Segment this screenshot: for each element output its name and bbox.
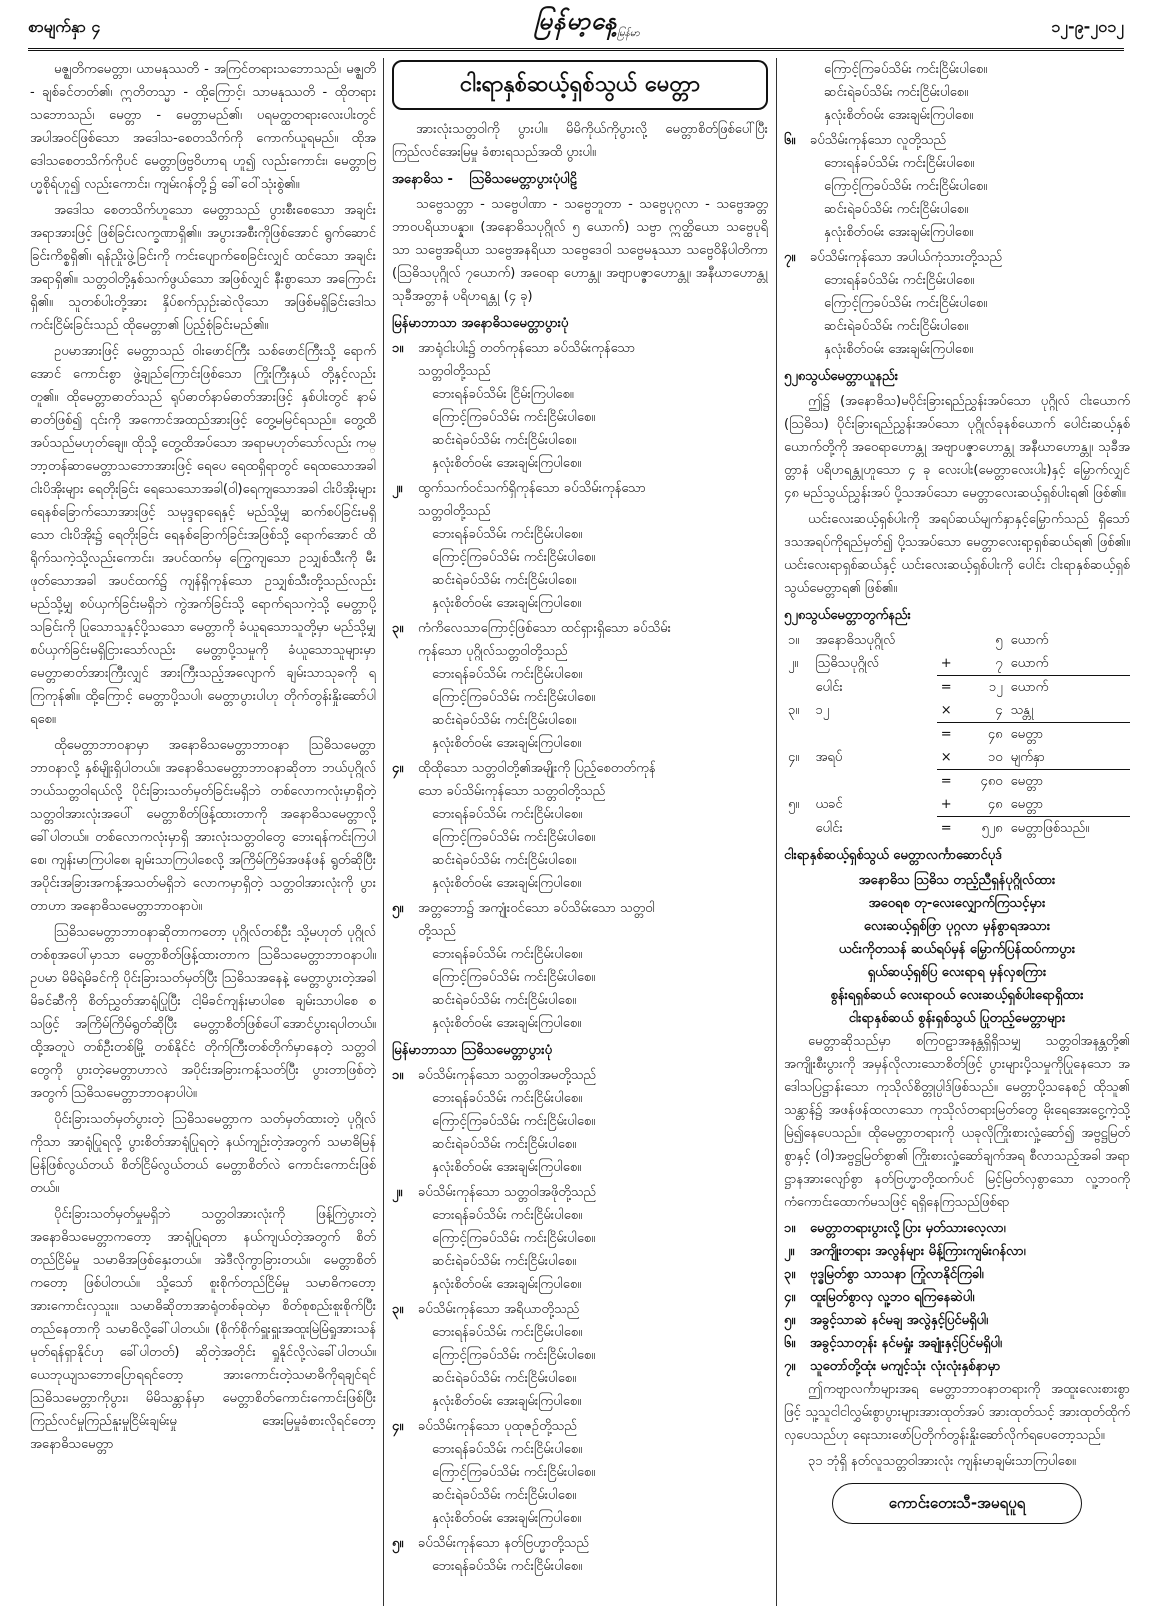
verse-number: ၇။	[784, 250, 796, 265]
verse-line: နှလုံးစိတ်ဝမ်း အေးချမ်းကြပါစေ။	[432, 1277, 582, 1292]
calc-operator: =	[937, 723, 964, 747]
verse-subject: သတ္တဝါတို့သည်	[418, 364, 491, 379]
calc-value: ၄၈	[987, 797, 1003, 812]
verse-line: နှလုံးစိတ်ဝမ်း အေးချမ်းကြပါစေ။	[432, 876, 582, 891]
verse	[784, 246, 1130, 361]
verse-line: ကြောင့်ကြခပ်သိမ်း ကင်းငြိမ်းပါစေ။	[432, 830, 596, 845]
calc-row	[784, 770, 1130, 794]
benefit-number: ၆။	[784, 1336, 796, 1351]
calc-operator: +	[940, 797, 952, 812]
paragraph: အဒေါသ စေတသိက်ဟူသော မေတ္တာသည် ပွားစီးစေသော အချင်းအရာအားဖြင့် ဖြစ်ခြင်းလက္ခဏာရှိ၏။ အပွားအစီးကိုဖြစ်အောင် ရွက်ဆောင်ခြင်းကိစ္စရှိ၏၊ ရန်ညှိုးဖွဲ့ခြင်းကို ကင်းပျောက်စေခြင်းလျှင် ထင်သော အချင်းအရာရှိ၏။ သတ္တဝါတို့နှစ်သက်ဖွယ်သော အဖြစ်လျှင် နီးစွာသော အကြောင်းရှိ၏။ သူတစ်ပါးတို့အား နှိပ်စက်ညှဉ်းဆဲလိုသော အဖြစ်မရှိခြင်းဒေါသကင်းငြိမ်းခြင်းသည် ထိုမေတ္တာ၏ ပြည့်စုံခြင်းမည်၏။	[30, 203, 376, 333]
calc-operator: ×	[940, 703, 952, 718]
verse-subject-line	[392, 617, 768, 640]
verse-subject: အာရုံငါးပါး၌ တတ်ကုန်သော ခပ်သိမ်းကုန်သော	[418, 341, 636, 356]
benefit-list	[784, 1217, 1130, 1378]
calc-num: ၃။	[788, 703, 800, 719]
verse-subject-line	[392, 500, 768, 523]
verse-subject-line	[784, 246, 1130, 269]
paragraph: ပိုင်းခြားသတ်မှတ်မှုမရှိဘဲ သတ္တဝါအားလုံးကို ဖြန့်ကြဲပွားတဲ့ အနောဓိသမေတ္တာကတော့ အာရုံပြုရတာ နယ်ကျယ်တဲ့အတွက် စိတ်တည်ငြိမ်မှု သမာဓိအဖြစ်နှေးတယ်။ အဲဒီလိုကွာခြားတယ်။ မေတ္တာစိတ်ကတော့ ဖြစ်ပါတယ်။ သို့သော် စူးစိုက်တည်ငြိမ်မှု သမာဓိကတော့ အားကောင်းလှသူး။ သမာဓိဆိုတာအာရုံတစ်ခုထဲမှာ စိတ်စုစည်းစူးစိုက်ပြီးတည်နေတာကို သမာဓိလို့ခေါ်ပါတယ်။ (စိုက်စိုက်ရှူးရှူးအထူးမြဲမြံရှုအားသန် မုတ်ရန်ရှာနိုင်ဟု ခေါ်ပါတတ်) ဆိုတဲ့အတိုင်း ရှုနိုင်လို့လဲခေါ်ပါတယ်။ ယေဘုယျသဘောပြောရရင်တော့ အားကောင်းတဲ့သမာဓိကိုရချင်ရင် ဩဓိသမေတ္တာကိုပွား၊ မိမိသန္တာန်မှာ မေတ္တာစိတ်ကောင်းကောင်းဖြစ်ပြီး ကြည်လင်မှုကြည်နူးမှုငြိမ်းချမ်းမှု အေးမြမှုခံစားလိုရင်တော့ အနောဓိသမေတ္တာ	[30, 1207, 376, 1452]
verse-line: ကြောင့်ကြခပ်သိမ်း ကင်းငြိမ်းပါစေ။	[432, 1348, 596, 1363]
calc-unit: မေတ္တာ	[1007, 723, 1130, 747]
odhisa-heading: မြန်မာဘာသာ ဩဓိသမေတ္တာပွားပုံ	[392, 1043, 553, 1058]
issue-date: ၁၂-၉-၂၀၁၂	[1051, 17, 1124, 36]
paragraph: မေတ္တာဆိုသည်မှာ စကြဝဠာအနန္တရှိရှိသမျှ သတ္တဝါအနန္တတို့၏ အကျိုးစီးပွားကို အမှန်လိုလားသောစိတ်ဖြင့် ပွားများပို့သမှုကိုပြုနေသော အဒေါသပြဋ္ဌာန်းသော ကုသိုလ်စိတ္တုပ္ပါဒ်ဖြစ်သည်။ မေတ္တာပို့သနေစဉ် ထိုသူ၏ သန္တာန်၌ အဖန်ဖန်ထလာသော ကုသိုလ်တရားမြတ်တွေ မိုးရေအေးငွေ့ကဲ့သို့ မြဲ၍နေပေသည်။ ထိုမေတ္တာတရားကို ယခုလိုကြိုးစားလှုံ့ဆော်၍ အဗ္ဗဋ္ဌမြတ်စွာနှင့် (ဝါ)အဗ္ဗဋ္ဌမြတ်စွာ၏ ကြိုးစားလှုံ့ဆော်ချက်အရ စီလာသည့်အခါ အရာဋ္ဌာနအားလျော်စွာ နတ်ဗြဟ္မာတို့ထက်ပင် မြင့်မြတ်လှစွာသော လူ့ဘဝကို ကံကောင်းထောက်မသဖြင့် ရရှိနေကြသည်ဖြစ်ရာ	[784, 1034, 1130, 1210]
verse-subject-line	[392, 1298, 768, 1321]
benefit-text: အခွင့်သာဆဲ နင်မချ အလွဲနှင့်ပြင်မရှိပါ၊	[810, 1313, 989, 1328]
poem	[784, 869, 1130, 1030]
verse-line: နှလုံးစိတ်ဝမ်း အေးချမ်းကြပါစေ။	[824, 108, 974, 123]
poem-line: လေးဆယ့်ရှစ်ဖြာ ပုဂ္ဂလာ မှန်စွာရအသား	[863, 919, 1051, 934]
calc-label	[811, 770, 936, 794]
calc-value: ၅၂၈	[964, 817, 1007, 841]
benefit-text: သူတော်တို့ထုံး မကျင့်သုံး လုံးလုံးနှစ်နာမှာ	[810, 1359, 1001, 1374]
calc-operator: ×	[940, 750, 952, 765]
benefit-number: ၁။	[784, 1221, 796, 1236]
calc-value: ၁၀	[987, 750, 1003, 765]
poem-line: ရှယ်ဆယ့်ရှစ်ပြ လေးရာရ မှန်လှစကြား	[867, 965, 1047, 980]
verse-subject-line	[392, 1064, 768, 1087]
paragraph: ယင်းလေးဆယ့်ရှစ်ပါးကို အရပ်ဆယ်မျက်နှာနှင့်မြှောက်သည် ရှိသော် ဒသအရပ်ကိုရည်မှတ်၍ ပို့သအပ်သော မေတ္တာလေးရာ့ရှစ်ဆယ်ရ၏ ဖြစ်၏။ ယင်းလေးရာရှစ်ဆယ်နှင့် ယင်းလေးဆယ့်ရှစ်ပါးကို ပေါင်း ငါးရာနှစ်ဆယ့်ရှစ်သွယ်မေတ္တာရ၏ ဖြစ်၏။	[784, 512, 1130, 596]
calc-unit: သန္တု	[1010, 703, 1034, 718]
calc-unit: မေတ္တာ	[1010, 797, 1044, 812]
benefit-text: ဗုဒ္ဓမြတ်စွာ သာသနာ ကြုံလာနိုင်ကြခါ၊	[810, 1267, 984, 1282]
anodhisa-heading: မြန်မာဘာသာ အနောဓိသမေတ္တာပွားပုံ	[392, 316, 569, 331]
verse-subject: ကုန်သော ပုဂ္ဂိုလ်သတ္တဝါတို့သည်	[418, 644, 568, 659]
verse-number: ၄။	[392, 1419, 404, 1434]
benefit-item	[784, 1332, 1130, 1355]
calc-row	[784, 746, 1130, 770]
verse-subject: တို့သည်	[418, 924, 456, 939]
calc-label: ၁၂	[815, 703, 830, 719]
verse-line: ကြောင့်ကြခပ်သိမ်း ကင်းငြိမ်းပါစေ။	[432, 410, 596, 425]
calc-value: ၅	[995, 633, 1003, 648]
column-2	[392, 58, 768, 1606]
calc-unit: ယောက်	[1007, 676, 1130, 700]
calc-unit: မေတ္တာ	[1007, 770, 1130, 794]
calc-label: ပေါင်း	[815, 679, 843, 695]
verse-continuation	[784, 58, 1130, 127]
verse-subject: ကံကိလေသာကြောင့်ဖြစ်သော ထင်ရှားရှိသော ခပ်သိမ်း	[418, 621, 671, 636]
poem-heading: ငါးရာနှစ်ဆယ့်ရှစ်သွယ် မေတ္တာလင်္ကာဆောင်ပုဒ်	[784, 848, 1002, 863]
verse-subject: ထွက်သက်ဝင်သက်ရှိကုန်သော ခပ်သိမ်းကုန်သော	[418, 481, 646, 496]
verse-subject: ခပ်သိမ်းကုန်သော သတ္တဝါအမတို့သည်	[418, 1068, 596, 1083]
verse-subject: သတ္တဝါတို့သည်	[418, 504, 491, 519]
calc-value: ၄၈	[964, 723, 1007, 747]
verse-line: ဆင်းရဲခပ်သိမ်း ကင်းငြိမ်းပါစေ။	[432, 573, 577, 588]
verse-number	[392, 500, 418, 523]
calc-row	[784, 793, 1130, 817]
calc-label: ယခင်	[815, 797, 843, 813]
verse-number: ၁။	[392, 341, 404, 356]
verse-line: ဆင်းရဲခပ်သိမ်း ကင်းငြိမ်းပါစေ။	[432, 1137, 577, 1152]
poem-line: ယင်းကိုတသန် ဆယ်ရပ်မှန် မြှောက်ပြန်ထပ်ကာပွား	[838, 942, 1076, 957]
anodhisa-verses	[392, 337, 768, 1035]
verse-number	[392, 360, 418, 383]
verse	[392, 1298, 768, 1413]
benefit-number: ၃။	[784, 1267, 796, 1282]
calc-unit: မေတ္တာဖြစ်သည်။	[1007, 817, 1130, 841]
verse-line: နှလုံးစိတ်ဝမ်း အေးချမ်းကြပါစေ။	[432, 596, 582, 611]
verse-subject-line	[392, 1532, 768, 1555]
poem-line: စွန်းရရှစ်ဆယ် လေးရာဝယ် လေးဆယ့်ရှစ်ပါးရောရှိထား	[830, 988, 1084, 1003]
verse-subject-line	[392, 920, 768, 943]
verse-subject: ခပ်သိမ်းကုန်သော ပုထုဇဉ်တို့သည်	[418, 1419, 577, 1434]
author-byline: ကောင်းတေးသီ-အမရပူရ	[832, 1483, 1082, 1524]
verse-line: နှလုံးစိတ်ဝမ်း အေးချမ်းကြပါစေ။	[432, 736, 582, 751]
odhisa-verses-cont	[784, 129, 1130, 361]
verse-line: ကြောင့်ကြခပ်သိမ်း ကင်းငြိမ်းပါစေ။	[824, 179, 988, 194]
verse-number	[392, 640, 418, 663]
calc-row	[784, 817, 1130, 841]
verse-line: ဆင်းရဲခပ်သိမ်း ကင်းငြိမ်းပါစေ။	[824, 85, 969, 100]
verse	[392, 757, 768, 895]
benefit-text: အခွင့်သာတုန်း နင်မရှုံး အချုံးနှင့်ပြင်မရှိပါ၊	[810, 1336, 1003, 1351]
masthead-sub: မြန်မာ	[617, 28, 640, 39]
calc-unit: မျက်နှာ	[1010, 750, 1045, 765]
benefit-number: ၅။	[784, 1313, 796, 1328]
verse-line: နှလုံးစိတ်ဝမ်း အေးချမ်းကြပါစေ။	[824, 342, 974, 357]
verse-number: ၆။	[784, 133, 796, 148]
verse-number: ၃။	[392, 621, 404, 636]
masthead	[534, 7, 640, 39]
verse-line: ကြောင့်ကြခပ်သိမ်း ကင်းငြိမ်းပါစေ။	[824, 62, 988, 77]
verse-number: ၅။	[392, 1536, 404, 1551]
verse-subject: ခပ်သိမ်းကုန်သော လူတို့သည်	[810, 133, 947, 148]
calc-operator: =	[937, 770, 964, 794]
verse-subject: သော ခပ်သိမ်းကုန်သော သတ္တဝါတို့သည်	[418, 784, 606, 799]
poem-line: ငါးရာနှစ်ဆယ် စွန်းရှစ်သွယ် ပြုတည့်မေတ္တာများ	[848, 1011, 1066, 1026]
calc-row	[784, 652, 1130, 676]
verse-subject-line	[392, 337, 768, 360]
verse	[392, 1064, 768, 1179]
poem-line: အနောဓိသ ဩဓိသ တည့်ညီရှန်ပုဂ္ဂိုလ်ထား	[858, 873, 1056, 888]
verse-line: ကြောင့်ကြခပ်သိမ်း ကင်းငြိမ်းပါစေ။	[432, 1114, 596, 1129]
calc-num	[784, 817, 811, 841]
verse-number: ၅။	[392, 901, 404, 916]
paragraph: မဇ္ဈတိကမေတ္တာ၊ ယာမနုဿတိ - အကြင်တရားသဘောသည်၊ မဇ္ဈတိ - ချစ်ခင်တတ်၏၊ ဣတိတသ္မာ - ထို့ကြောင့်၊ သာမနုဿတိ - ထိုတရားသဘောသည်၊ မေတ္တာ - မေတ္တာမည်၏၊ ပရမတ္ထတရားလေးပါးတွင် အပါအဝင်ဖြစ်သော အဒေါသ-စေတသိက်ကို ကောက်ယူရမည်။ ထိုအဒေါသစေတသိက်ကိုပင် မေတ္တာဖြဗ္ဗဝိဟာရ ဟူ၍ လည်းကောင်း၊ မေတ္တာဗြဟ္မစိုရ်ဟူ၍ လည်းကောင်း၊ ကျမ်းဂန်တို့၌ ခေါ်ဝေါ်သုံးစွဲ၏။	[30, 62, 376, 192]
verse-line: ဘေးရန်ခပ်သိမ်း ကင်းငြိမ်းပါစေ။	[432, 667, 583, 682]
verse-subject-line	[392, 640, 768, 663]
verse	[392, 477, 768, 615]
poem-line: အဝေရစ တု-လေးလျှောက်ကြသင့်မှား	[868, 896, 1046, 911]
calc-value: ၄၈၀	[964, 770, 1007, 794]
verse-number: ၄။	[392, 761, 404, 776]
calc-num: ၄။	[788, 750, 800, 766]
verse	[392, 1415, 768, 1530]
benefit-item	[784, 1309, 1130, 1332]
paragraph: ၃၁ ဘုံရှိ နတ်လူသတ္တဝါအားလုံး ကျန်းမာချမ်းသာကြပါစေ။	[808, 1454, 1076, 1469]
verse-line: ဘေးရန်ခပ်သိမ်း ကင်းငြိမ်းပါစေ။	[824, 273, 975, 288]
benefit-text: ထူးမြတ်စွာလှ လူ့ဘဝ ရကြနေဆဲပါ၊	[810, 1290, 975, 1305]
verse-subject-line	[392, 477, 768, 500]
verse-subject-line	[784, 129, 1130, 152]
pali-text: သဗ္ဗေသတ္တာ - သဗ္ဗေပါဏာ - သဗ္ဗေဘူတာ - သဗ္ဗေပုဂ္ဂလာ - သဗ္ဗေအတ္တဘာဝပရိယာပန္နာ။ (အနောဓိသပုဂ္ဂိုလ် ၅ ယောက်) သဗ္ဗာ ဣတ္ထိယော သဗ္ဗေပုရိသာ သဗ္ဗေအရိယာ သဗ္ဗေအနရိယာ သဗ္ဗေဒေဝါ သဗ္ဗေမနုဿာ သဗ္ဗေဝိနိပါတိကာ (ဩဓိသပုဂ္ဂိုလ် ၇ယောက်) အဝေရာ ဟောန္တု၊ အဗျာပဇ္ဇာဟောန္တု၊ အနီဃာဟောန္တု သုခီအတ္တာနံ ပရိဟရန္တု (၄ ခု)	[392, 197, 768, 304]
benefit-text: အကျိုးတရား အလွန်များ မိန့်ကြားကျမ်းဂန်လာ၊	[810, 1244, 1026, 1259]
calc-num: ၂။	[788, 656, 799, 672]
verse-line: ဆင်းရဲခပ်သိမ်း ကင်းငြိမ်းပါစေ။	[432, 433, 577, 448]
calc-num: ၅။	[788, 797, 800, 813]
verse-subject: ထိုထိုသော သတ္တဝါတို့၏အမျိုးကို ပြည့်စေတတ်ကုန်	[418, 761, 656, 776]
column-3	[784, 58, 1130, 1606]
benefit-number: ၇။	[784, 1359, 796, 1374]
verse	[392, 617, 768, 755]
calc-label: အနောဓိသပုဂ္ဂိုလ်	[815, 633, 896, 648]
verse-line: ကြောင့်ကြခပ်သိမ်း ကင်းငြိမ်းပါစေ။	[432, 550, 596, 565]
verse-line: နှလုံးစိတ်ဝမ်း အေးချမ်းကြပါစေ။	[432, 1160, 582, 1175]
paragraph: ဤကဗျာလင်္ကာများအရ မေတ္တာဘာဝနာတရားကို အထူးလေးစားစွာဖြင့် သူ့သူငါငါလွှမ်းစွာပွားများအားထုတ်အပ် အားထုတ်သင့် အားထုတ်ထိုက်လှပေသည်ဟု ရေးသားဖော်ပြတိုက်တွန်းနှိုးဆော်လိုက်ရပေတော့သည်။	[784, 1382, 1130, 1443]
calc-label: ပေါင်း	[815, 820, 843, 836]
column-divider	[776, 58, 777, 1606]
verse-line: ဆင်းရဲခပ်သိမ်း ကင်းငြိမ်းပါစေ။	[432, 993, 577, 1008]
page-number: စာမျက်နှာ ၄	[28, 17, 101, 36]
benefit-item	[784, 1355, 1130, 1378]
calc-operator: +	[940, 656, 952, 671]
verse-number: ၁။	[392, 1068, 404, 1083]
paragraph: ဩဓိသမေတ္တာဘာဝနာဆိုတာကတော့ ပုဂ္ဂိုလ်တစ်ဦး သို့မဟုတ် ပုဂ္ဂိုလ်တစ်စုအပေါ်မှာသာ မေတ္တာစိတ်ဖြန့်ထားတာက ဩဓိသမေတ္တာဘာဝနာပါ။ ဥပမာ မိမိရဲ့မိခင်ကို ပိုင်းခြားသတ်မှတ်ပြီး ဩဓိသအနေနဲ့ မေတ္တာပွားတဲ့အခါ မိခင်ဆီကို စိတ်ညွှတ်အာရုံပြုပြီး ငါ့မိခင်ကျန်းမာပါစေ ချမ်းသာပါစေ စသဖြင့် အကြိမ်ကြိမ်ရွတ်ဆိုပြီး မေတ္တာစိတ်ဖြစ်ပေါ်အောင်ပွားရပါတယ်။ ထို့အတူပဲ တစ်ဦးတစ်မြို့ တစ်နိုင်ငံ တိုက်ကြီးတစ်တိုက်မှာနေတဲ့ သတ္တဝါတွေကို ပွားတဲ့မေတ္တာဟာလဲ အပိုင်းအခြားကန့်သတ်ပြီး ပွားတာဖြစ်တဲ့အတွက် ဩဓိသမေတ္တာဘာဝနာပါပဲ။	[30, 925, 376, 1101]
verse	[392, 337, 768, 475]
verse-line: ဘေးရန်ခပ်သိမ်း ကင်းငြိမ်းပါစေ။	[432, 527, 583, 542]
calc-operator	[937, 629, 964, 652]
calc-row	[784, 629, 1130, 652]
masthead-logo: မြန်မာ့နေ့	[534, 7, 618, 35]
verse-line: ဘေးရန်ခပ်သိမ်း ကင်းငြိမ်းပါစေ။	[824, 156, 975, 171]
calc-label: အရပ်	[815, 750, 843, 766]
odhisa-verses	[392, 1064, 768, 1578]
verse-line: ဘေးရန်ခပ်သိမ်း ကင်းငြိမ်းပါစေ။	[432, 1208, 583, 1223]
verse-number: ၃။	[392, 1302, 404, 1317]
paragraph: အားလုံးသတ္တဝါကို ပွားပါ။ မိမိကိုယ်ကိုပွားလို့ မေတ္တာစိတ်ဖြစ်ပေါ်ပြီး ကြည်လင်အေးမြမှု ခံစားရသည်အထိ ပွားပါ။	[392, 122, 768, 160]
verse-line: ကြောင့်ကြခပ်သိမ်း ကင်းငြိမ်းပါစေ။	[432, 1465, 596, 1480]
verse-subject-line	[392, 757, 768, 780]
calc-label: ဩဓိသပုဂ္ဂိုလ်	[815, 656, 879, 672]
verse-number: ၂။	[392, 1185, 403, 1200]
verse-subject: အတ္တဘော၌ အကျုံးဝင်သော ခပ်သိမ်းသော သတ္တဝါ	[418, 901, 655, 916]
benefit-number: ၂။	[784, 1244, 795, 1259]
verse-line: နှလုံးစိတ်ဝမ်း အေးချမ်းကြပါစေ။	[824, 225, 974, 240]
benefit-number: ၄။	[784, 1290, 796, 1305]
header-rule	[28, 48, 1124, 51]
pali-heading-label: အနောဓိသ -	[392, 172, 453, 187]
verse-line: ဘေးရန်ခပ်သိမ်း ကင်းငြိမ်းပါစေ။	[432, 947, 583, 962]
verse	[392, 1532, 768, 1578]
verse-subject-line	[392, 897, 768, 920]
verse-line: နှလုံးစိတ်ဝမ်း အေးချမ်းကြပါစေ။	[432, 1394, 582, 1409]
verse-line: ဆင်းရဲခပ်သိမ်း ကင်းငြိမ်းပါစေ။	[432, 1371, 577, 1386]
calc-value: ၄	[995, 703, 1003, 718]
column-1	[30, 58, 376, 1606]
verse-subject: ခပ်သိမ်းကုန်သော အပါယ်ကုံသားတို့သည်	[810, 250, 1003, 265]
verse	[784, 129, 1130, 244]
method-heading: ၅၂၈သွယ်မေတ္တာယူနည်း	[784, 369, 899, 384]
benefit-item	[784, 1217, 1130, 1240]
verse-subject-line	[392, 1415, 768, 1438]
verse-line: နှလုံးစိတ်ဝမ်း အေးချမ်းကြပါစေ။	[432, 456, 582, 471]
pali-heading	[392, 168, 768, 191]
verse-line: ကြောင့်ကြခပ်သိမ်း ကင်းငြိမ်းပါစေ။	[432, 690, 596, 705]
verse-line: ဆင်းရဲခပ်သိမ်း ကင်းငြိမ်းပါစေ။	[824, 319, 969, 334]
verse-subject: ခပ်သိမ်းကုန်သော အရိယာတို့သည်	[418, 1302, 580, 1317]
calc-heading: ၅၂၈သွယ်မေတ္တာတွက်နည်း	[784, 608, 911, 623]
verse-line: ဆင်းရဲခပ်သိမ်း ကင်းငြိမ်းပါစေ။	[432, 1254, 577, 1269]
page-header	[28, 6, 1124, 50]
benefit-text: မေတ္တာတရားပွားလို့ပြား မှတ်သားလေ့လာ၊	[810, 1221, 1006, 1236]
verse-number	[392, 920, 418, 943]
calc-row	[784, 723, 1130, 747]
verse-line: နှလုံးစိတ်ဝမ်း အေးချမ်းကြပါစေ။	[432, 1016, 582, 1031]
calc-label	[811, 723, 936, 747]
calculation-table	[784, 629, 1130, 840]
calc-row	[784, 699, 1130, 723]
benefit-item	[784, 1263, 1130, 1286]
column-divider	[383, 58, 384, 1606]
verse-line: ဘေးရန်ခပ်သိမ်း ကင်းငြိမ်းပါစေ။	[432, 1442, 583, 1457]
calc-num	[784, 723, 811, 747]
verse-line: ဆင်းရဲခပ်သိမ်း ကင်းငြိမ်းပါစေ။	[432, 713, 577, 728]
verse-line: ဆင်းရဲခပ်သိမ်း ကင်းငြိမ်းပါစေ။	[824, 202, 969, 217]
verse-line: ဘေးရန်ခပ်သိမ်း ကင်းငြိမ်းပါစေ။	[432, 1559, 583, 1574]
calc-num	[784, 676, 811, 700]
verse-subject-line	[392, 780, 768, 803]
verse-subject: ခပ်သိမ်းကုန်သော သတ္တဝါအဖိုတို့သည်	[418, 1185, 596, 1200]
paragraph: ဤ၌ (အနောဓိသ)မပိုင်းခြားရည်ညွှန်းအပ်သော ပုဂ္ဂိုလ် ငါးယောက် (ဩဓိသ) ပိုင်းခြားရည်ညွှန်းအပ်သော ပုဂ္ဂိုလ်ခုနစ်ယောက် ပေါင်းဆယ့်နှစ်ယောက်တို့ကို အဝေရာဟောန္တု အဗျာပဇ္ဇာဟောန္တု အနီဃာဟောန္တု၊ သုခီအတ္တာနံ ပရိဟရန္တုဟူသော ၄ ခု လေးပါး(မေတ္တာလေးပါး)နှင့် မြှောက်လျှင် ၄၈ မည်သွယ်ညွှန်းအပ် ပို့သအပ်သော မေတ္တာလေးဆယ့်ရှစ်ပါးရ၏ ဖြစ်၏။	[784, 394, 1130, 501]
pali-heading-text: ဩဓိသမေတ္တာပွားပုံပါဠိ	[469, 172, 578, 187]
calc-value: ၁၂	[964, 676, 1007, 700]
verse-line: ကြောင့်ကြခပ်သိမ်း ကင်းငြိမ်းပါစေ။	[432, 970, 596, 985]
verse-line: ဘေးရန်ခပ်သိမ်း ကင်းငြိမ်းပါစေ။	[432, 1091, 583, 1106]
verse-line: ဘေးရန်ခပ်သိမ်း ငြိမ်းကြပါစေ။	[432, 387, 574, 402]
verse	[392, 1181, 768, 1296]
article-title: ငါးရာနှစ်ဆယ့်ရှစ်သွယ် မေတ္တာ	[392, 60, 768, 110]
calc-num: ၁။	[788, 633, 800, 648]
verse	[392, 897, 768, 1035]
calc-row	[784, 676, 1130, 700]
calc-operator: =	[937, 676, 964, 700]
verse-subject-line	[392, 360, 768, 383]
verse-line: ဆင်းရဲခပ်သိမ်း ကင်းငြိမ်းပါစေ။	[432, 853, 577, 868]
paragraph: ဥပမာအားဖြင့် မေတ္တာသည် ဝါးဖောင်ကြီး သစ်ဖောင်ကြီးသို့ ရောက်အောင် ကောင်းစွာ ဖွဲ့ချည်ကြောင်းဖြစ်သော ကြိုးကြီးနှယ် တို့နှင့်လည်း တူ၏။ ထိုမေတ္တာဓာတ်သည် ရုပ်ဓာတ်နာမ်ဓာတ်အားဖြင့် နှစ်ပါးတွင် နာမ်ဓာတ်ဖြစ်၍ ၎င်းကို အကောင်အထည်အားဖြင့် တွေ့မမြင်ရသည်။ တွေ့ထိအပ်သည်မဟုတ်ချေ။ ထိုသို့ တွေ့ထိအပ်သော အရာမဟုတ်သော်လည်း ကမ္ဘာ့တန်ဆာမေတ္တာသဘောအားဖြင့် ရေပေ ရေထရှိရာတွင် ရေထသောအခါ ငါးပိအိုးများ ရေတိုးခြင်း ရေသေသောအခါ(ဝါ)ရေကျသောအခါ ငါးပိအိုးများ ရေနစ်ခြောက်သောအားဖြင့် သမုဒ္ဒရာရေနှင့် မည်သို့မျှ ဆက်စပ်ခြင်းမရှိသော ငါးပိအိုး၌ ရေတိုးခြင်း ရေနစ်ခြောက်ခြင်းအဖြစ်သို့ ရောက်အောင် ထိရိုက်သကဲ့သို့လည်းကောင်း၊ အပင်ထက်မှ ကြွေကျသော ဥသျှစ်သီးကို မီးဖုတ်သောအခါ အပင်ထက်၌ ကျန်ရှိကုန်သော ဥသျှစ်သီးတို့သည်လည်း မည်သို့မျှ စပ်ယှက်ခြင်းမရှိဘဲ ကွဲအက်ခြင်းသို့ ရောက်ရသကဲ့သို့ မေတ္တာပို့သခြင်းကို ပြုသောသူနှင့်ပို့သသော မေတ္တာကို ခံယူရသောသူတို့မှာ မည်သို့မျှ စပ်ယှက်ခြင်းမရှိငြားသော်လည်း မေတ္တာပို့သမှုကို ခံယူသောသူများမှာ မေတ္တာဓာတ်အားကြီးလျှင် အားကြီးသည့်အလျောက် ချမ်းသာသုခကို ရကြကုန်၏။ ထို့ကြောင့် မေတ္တာပို့သပါ၊ မေတ္တာပွားပါဟု တိုက်တွန်းနှိုးဆော်ပါရစေ။	[30, 344, 376, 727]
verse-line: ကြောင့်ကြခပ်သိမ်း ကင်းငြိမ်းပါစေ။	[824, 296, 988, 311]
verse-line: ဘေးရန်ခပ်သိမ်း ကင်းငြိမ်းပါစေ။	[432, 1325, 583, 1340]
verse-subject-line	[392, 1181, 768, 1204]
verse-number	[392, 780, 418, 803]
verse-line: ကြောင့်ကြခပ်သိမ်း ကင်းငြိမ်းပါစေ။	[432, 1231, 596, 1246]
paragraph: ပိုင်းခြားသတ်မှတ်ပွားတဲ့ ဩဓိသမေတ္တာက သတ်မှတ်ထားတဲ့ ပုဂ္ဂိုလ်ကိုသာ အာရုံပြုရလို့ ပွားစိတ်အာရုံပြုရတဲ့ နယ်ကျဉ်းတဲ့အတွက် သမာဓိမြန်မြန်ဖြစ်လွယ်တယ် စိတ်ငြိမ်လွယ်တယ် မေတ္တာစိတ်လဲ ကောင်းကောင်းဖြစ်တယ်။	[30, 1112, 376, 1196]
calc-operator: =	[937, 817, 964, 841]
calc-unit: ယောက်	[1010, 633, 1049, 648]
verse-line: နှလုံးစိတ်ဝမ်း အေးချမ်းကြပါစေ။	[432, 1511, 582, 1526]
paragraph: ထိုမေတ္တာဘာဝနာမှာ အနောဓိသမေတ္တာဘာဝနာ ဩဓိသမေတ္တာဘာဝနာလို့ နှစ်မျိုးရှိပါတယ်။ အနောဓိသမေတ္တာဘာဝနာဆိုတာ ဘယ်ပုဂ္ဂိုလ်ဘယ်သတ္တဝါရယ်လို့ ပိုင်းခြားသတ်မှတ်ခြင်းမရှိဘဲ တစ်လောကလုံးမှာရှိတဲ့ သတ္တဝါအားလုံးအပေါ် မေတ္တာစိတ်ဖြန့်ထားတာကို အနောဓိသမေတ္တာလို့ ခေါ်ပါတယ်။ တစ်လောကလုံးမှာရှိ အားလုံးသတ္တဝါတွေ ဘေးရန်ကင်းကြပါစေ၊ ကျန်းမာကြပါစေ၊ ချမ်းသာကြပါစေလို့ အကြိမ်ကြိမ်အဖန်ဖန် ရွတ်ဆိုပြီး အပိုင်းအခြားအကန့်အသတ်မရှိဘဲ လောကမှာရှိတဲ့ သတ္တဝါအားလုံးကို ပွားတာဟာ အနောဓိသမေတ္တာဘာဝနာပဲ။	[30, 738, 376, 914]
benefit-item	[784, 1286, 1130, 1309]
verse-subject: ခပ်သိမ်းကုန်သော နတ်ဗြဟ္မာတို့သည်	[418, 1536, 589, 1551]
verse-line: ဆင်းရဲခပ်သိမ်း ကင်းငြိမ်းပါစေ။	[432, 1488, 577, 1503]
calc-value: ၇	[995, 656, 1003, 671]
calc-unit: ယောက်	[1010, 656, 1049, 671]
calc-num	[784, 770, 811, 794]
verse-number: ၂။	[392, 481, 403, 496]
benefit-item	[784, 1240, 1130, 1263]
verse-line: ဘေးရန်ခပ်သိမ်း ကင်းငြိမ်းပါစေ။	[432, 807, 583, 822]
